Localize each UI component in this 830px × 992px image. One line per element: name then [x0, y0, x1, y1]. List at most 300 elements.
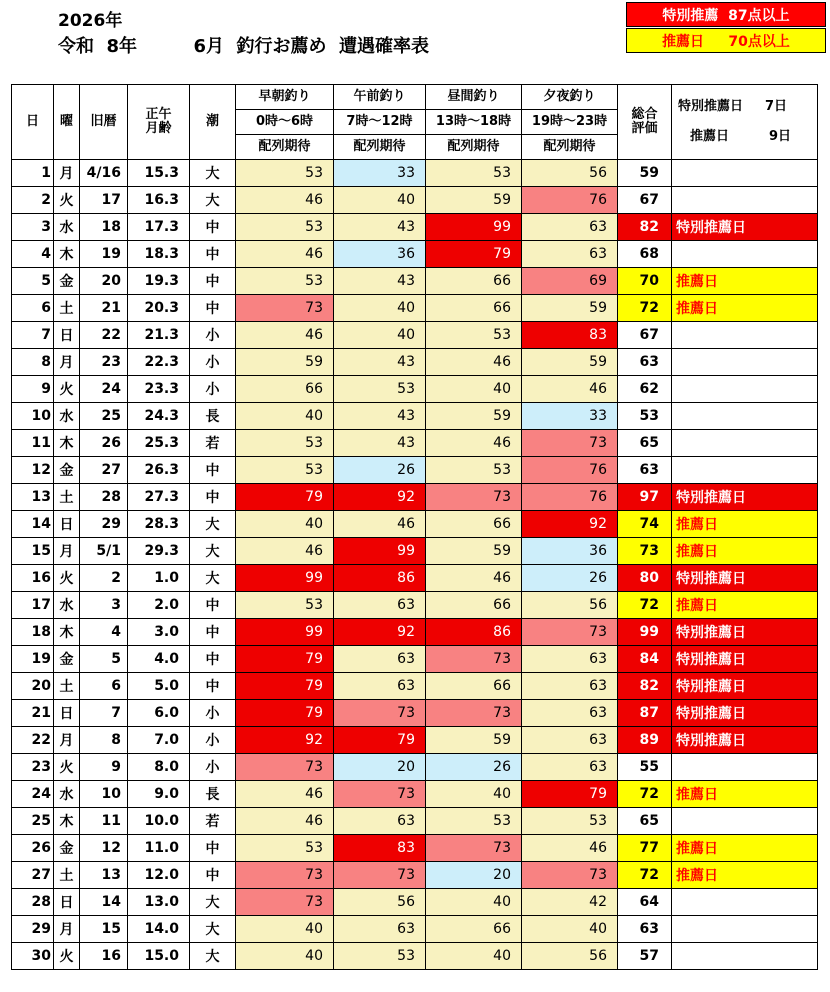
table-row [12, 160, 818, 187]
legend-special: 特別推薦 87点以上 [626, 2, 826, 27]
moon-age-cell: 6.0 [128, 700, 190, 727]
table-row [12, 322, 818, 349]
moon-age-cell: 28.3 [128, 511, 190, 538]
weekday-cell: 火 [54, 943, 80, 970]
period-3-value-cell: 73 [522, 430, 618, 457]
weekday-cell: 金 [54, 268, 80, 295]
probability-table [11, 84, 818, 970]
tide-cell: 中 [190, 241, 236, 268]
tide-cell: 中 [190, 214, 236, 241]
weekday-cell: 金 [54, 457, 80, 484]
period-2-value-cell: 66 [426, 268, 522, 295]
lunar-date-cell: 27 [80, 457, 128, 484]
weekday-cell: 土 [54, 673, 80, 700]
weekday-cell: 水 [54, 592, 80, 619]
period-2-value-cell: 86 [426, 619, 522, 646]
tide-cell: 小 [190, 349, 236, 376]
period-0-value-cell: 40 [236, 916, 334, 943]
period-3-value-cell: 76 [522, 484, 618, 511]
table-row [12, 349, 818, 376]
lunar-date-cell: 20 [80, 268, 128, 295]
total-score-cell: 65 [618, 808, 672, 835]
lunar-date-cell: 19 [80, 241, 128, 268]
table-row [12, 511, 818, 538]
period-2-value-cell: 53 [426, 160, 522, 187]
lunar-date-cell: 7 [80, 700, 128, 727]
lunar-date-cell: 17 [80, 187, 128, 214]
col-period-1: 午前釣り [334, 85, 426, 110]
day-cell: 11 [12, 430, 54, 457]
lunar-date-cell: 9 [80, 754, 128, 781]
period-2-value-cell: 73 [426, 484, 522, 511]
period-1-value-cell: 86 [334, 565, 426, 592]
period-3-value-cell: 26 [522, 565, 618, 592]
table-row [12, 862, 818, 889]
table-row [12, 430, 818, 457]
lunar-date-cell: 21 [80, 295, 128, 322]
summary-special-count: 7日 [765, 99, 788, 114]
day-cell: 4 [12, 241, 54, 268]
period-1-value-cell: 43 [334, 403, 426, 430]
weekday-cell: 月 [54, 160, 80, 187]
lunar-date-cell: 10 [80, 781, 128, 808]
period-3-value-cell: 76 [522, 187, 618, 214]
table-row [12, 619, 818, 646]
table-row [12, 565, 818, 592]
period-2-value-cell: 46 [426, 430, 522, 457]
weekday-cell: 金 [54, 835, 80, 862]
legend-recommended: 推薦日 70点以上 [626, 28, 826, 53]
total-score-cell: 63 [618, 457, 672, 484]
table-row [12, 241, 818, 268]
rank-cell [672, 430, 818, 457]
period-1-value-cell: 63 [334, 916, 426, 943]
day-cell: 14 [12, 511, 54, 538]
table-row [12, 403, 818, 430]
lunar-date-cell: 13 [80, 862, 128, 889]
moon-age-cell: 19.3 [128, 268, 190, 295]
period-0-value-cell: 53 [236, 592, 334, 619]
period-3-value-cell: 42 [522, 889, 618, 916]
period-2-value-cell: 66 [426, 295, 522, 322]
lunar-date-cell: 26 [80, 430, 128, 457]
period-0-value-cell: 46 [236, 187, 334, 214]
period-3-value-cell: 53 [522, 808, 618, 835]
period-2-value-cell: 46 [426, 565, 522, 592]
period-3-value-cell: 63 [522, 214, 618, 241]
table-row [12, 457, 818, 484]
period-0-value-cell: 73 [236, 295, 334, 322]
total-score-cell: 64 [618, 889, 672, 916]
tide-cell: 大 [190, 538, 236, 565]
period-3-value-cell: 63 [522, 673, 618, 700]
weekday-cell: 金 [54, 646, 80, 673]
moon-age-cell: 15.3 [128, 160, 190, 187]
moon-age-cell: 15.0 [128, 943, 190, 970]
period-0-value-cell: 79 [236, 700, 334, 727]
rank-cell: 特別推薦日 [672, 700, 818, 727]
lunar-date-cell: 2 [80, 565, 128, 592]
col-total: 総合 評価 [618, 85, 672, 160]
weekday-cell: 火 [54, 565, 80, 592]
tide-cell: 大 [190, 511, 236, 538]
period-2-value-cell: 40 [426, 376, 522, 403]
rank-cell: 推薦日 [672, 511, 818, 538]
period-1-value-cell: 63 [334, 592, 426, 619]
rank-cell: 推薦日 [672, 268, 818, 295]
weekday-cell: 水 [54, 214, 80, 241]
period-1-value-cell: 20 [334, 754, 426, 781]
total-score-cell: 72 [618, 295, 672, 322]
tide-cell: 中 [190, 457, 236, 484]
tide-cell: 中 [190, 646, 236, 673]
period-0-value-cell: 66 [236, 376, 334, 403]
period-2-value-cell: 66 [426, 673, 522, 700]
period-0-value-cell: 46 [236, 538, 334, 565]
period-0-value-cell: 79 [236, 673, 334, 700]
period-0-value-cell: 53 [236, 268, 334, 295]
day-cell: 29 [12, 916, 54, 943]
period-2-value-cell: 59 [426, 727, 522, 754]
period-3-value-cell: 63 [522, 241, 618, 268]
weekday-cell: 木 [54, 808, 80, 835]
period-1-value-cell: 36 [334, 241, 426, 268]
period-2-value-cell: 53 [426, 322, 522, 349]
rank-cell: 特別推薦日 [672, 619, 818, 646]
period-0-value-cell: 40 [236, 511, 334, 538]
tide-cell: 長 [190, 781, 236, 808]
lunar-date-cell: 6 [80, 673, 128, 700]
table-row [12, 484, 818, 511]
period-2-value-cell: 40 [426, 889, 522, 916]
day-cell: 5 [12, 268, 54, 295]
weekday-cell: 木 [54, 619, 80, 646]
period-0-value-cell: 99 [236, 619, 334, 646]
period-0-value-cell: 40 [236, 943, 334, 970]
period-2-value-cell: 53 [426, 808, 522, 835]
moon-age-cell: 24.3 [128, 403, 190, 430]
period-1-value-cell: 43 [334, 268, 426, 295]
day-cell: 21 [12, 700, 54, 727]
total-score-cell: 72 [618, 781, 672, 808]
weekday-cell: 土 [54, 295, 80, 322]
rank-cell [672, 808, 818, 835]
period-1-value-cell: 53 [334, 943, 426, 970]
total-score-cell: 80 [618, 565, 672, 592]
day-cell: 20 [12, 673, 54, 700]
period-3-value-cell: 63 [522, 700, 618, 727]
moon-age-cell: 16.3 [128, 187, 190, 214]
rank-cell [672, 187, 818, 214]
day-cell: 19 [12, 646, 54, 673]
col-period-1-sub: 配列期待 [334, 135, 426, 160]
total-score-cell: 72 [618, 862, 672, 889]
tide-cell: 大 [190, 943, 236, 970]
period-2-value-cell: 66 [426, 916, 522, 943]
rank-cell: 推薦日 [672, 862, 818, 889]
period-3-value-cell: 40 [522, 916, 618, 943]
period-3-value-cell: 76 [522, 457, 618, 484]
lunar-date-cell: 29 [80, 511, 128, 538]
period-1-value-cell: 92 [334, 484, 426, 511]
period-0-value-cell: 46 [236, 322, 334, 349]
period-1-value-cell: 43 [334, 214, 426, 241]
table-row [12, 673, 818, 700]
total-score-cell: 67 [618, 187, 672, 214]
col-period-0: 早朝釣り [236, 85, 334, 110]
period-3-value-cell: 79 [522, 781, 618, 808]
moon-age-cell: 25.3 [128, 430, 190, 457]
col-period-1-time: 7時～12時 [334, 110, 426, 135]
tide-cell: 中 [190, 619, 236, 646]
moon-age-cell: 20.3 [128, 295, 190, 322]
tide-cell: 小 [190, 376, 236, 403]
period-0-value-cell: 46 [236, 241, 334, 268]
col-day: 日 [12, 85, 54, 160]
moon-age-cell: 1.0 [128, 565, 190, 592]
table-row [12, 943, 818, 970]
col-weekday: 曜 [54, 85, 80, 160]
rank-cell [672, 349, 818, 376]
period-1-value-cell: 63 [334, 808, 426, 835]
weekday-cell: 月 [54, 727, 80, 754]
day-cell: 28 [12, 889, 54, 916]
day-cell: 10 [12, 403, 54, 430]
period-3-value-cell: 63 [522, 727, 618, 754]
total-score-cell: 63 [618, 349, 672, 376]
period-1-value-cell: 43 [334, 349, 426, 376]
period-3-value-cell: 83 [522, 322, 618, 349]
rank-cell: 推薦日 [672, 835, 818, 862]
table-row [12, 376, 818, 403]
period-0-value-cell: 53 [236, 835, 334, 862]
day-cell: 7 [12, 322, 54, 349]
tide-cell: 長 [190, 403, 236, 430]
total-score-cell: 89 [618, 727, 672, 754]
moon-age-cell: 27.3 [128, 484, 190, 511]
rank-cell [672, 322, 818, 349]
tide-cell: 中 [190, 673, 236, 700]
period-0-value-cell: 79 [236, 646, 334, 673]
lunar-date-cell: 18 [80, 214, 128, 241]
table-row [12, 835, 818, 862]
day-cell: 8 [12, 349, 54, 376]
table-row [12, 214, 818, 241]
weekday-cell: 火 [54, 754, 80, 781]
total-score-cell: 63 [618, 916, 672, 943]
table-row [12, 916, 818, 943]
table-row [12, 268, 818, 295]
moon-age-cell: 23.3 [128, 376, 190, 403]
rank-cell [672, 943, 818, 970]
moon-age-cell: 10.0 [128, 808, 190, 835]
total-score-cell: 99 [618, 619, 672, 646]
table-row [12, 538, 818, 565]
period-3-value-cell: 73 [522, 619, 618, 646]
day-cell: 27 [12, 862, 54, 889]
rank-cell: 特別推薦日 [672, 646, 818, 673]
period-2-value-cell: 59 [426, 538, 522, 565]
day-cell: 6 [12, 295, 54, 322]
period-0-value-cell: 46 [236, 781, 334, 808]
table-row [12, 727, 818, 754]
period-2-value-cell: 20 [426, 862, 522, 889]
page-title: 令和 8年 6月 釣行お薦め 遭遇確率表 [58, 36, 430, 57]
period-1-value-cell: 83 [334, 835, 426, 862]
total-score-cell: 55 [618, 754, 672, 781]
rank-cell [672, 241, 818, 268]
tide-cell: 大 [190, 916, 236, 943]
table-row [12, 700, 818, 727]
period-1-value-cell: 79 [334, 727, 426, 754]
period-3-value-cell: 56 [522, 943, 618, 970]
period-2-value-cell: 73 [426, 835, 522, 862]
total-score-cell: 84 [618, 646, 672, 673]
weekday-cell: 木 [54, 241, 80, 268]
moon-age-cell: 7.0 [128, 727, 190, 754]
moon-age-cell: 5.0 [128, 673, 190, 700]
period-2-value-cell: 79 [426, 241, 522, 268]
col-period-3-sub: 配列期待 [522, 135, 618, 160]
table-row [12, 187, 818, 214]
lunar-date-cell: 15 [80, 916, 128, 943]
total-score-cell: 87 [618, 700, 672, 727]
lunar-date-cell: 24 [80, 376, 128, 403]
weekday-cell: 水 [54, 781, 80, 808]
rank-cell: 特別推薦日 [672, 214, 818, 241]
day-cell: 9 [12, 376, 54, 403]
tide-cell: 若 [190, 430, 236, 457]
period-1-value-cell: 40 [334, 295, 426, 322]
period-0-value-cell: 40 [236, 403, 334, 430]
col-tide: 潮 [190, 85, 236, 160]
period-1-value-cell: 73 [334, 781, 426, 808]
moon-age-cell: 13.0 [128, 889, 190, 916]
period-1-value-cell: 73 [334, 862, 426, 889]
table-body [12, 160, 818, 970]
tide-cell: 中 [190, 592, 236, 619]
day-cell: 30 [12, 943, 54, 970]
period-3-value-cell: 69 [522, 268, 618, 295]
weekday-cell: 日 [54, 889, 80, 916]
lunar-date-cell: 28 [80, 484, 128, 511]
moon-age-cell: 26.3 [128, 457, 190, 484]
total-score-cell: 82 [618, 673, 672, 700]
table-row [12, 592, 818, 619]
weekday-cell: 火 [54, 376, 80, 403]
period-1-value-cell: 40 [334, 322, 426, 349]
lunar-date-cell: 4 [80, 619, 128, 646]
period-3-value-cell: 92 [522, 511, 618, 538]
rank-cell: 特別推薦日 [672, 565, 818, 592]
rank-cell: 特別推薦日 [672, 673, 818, 700]
moon-age-cell: 2.0 [128, 592, 190, 619]
col-period-2: 昼間釣り [426, 85, 522, 110]
summary-special-label: 特別推薦日 [678, 99, 744, 114]
total-score-cell: 73 [618, 538, 672, 565]
period-2-value-cell: 40 [426, 781, 522, 808]
tide-cell: 小 [190, 322, 236, 349]
moon-age-cell: 11.0 [128, 835, 190, 862]
period-2-value-cell: 66 [426, 592, 522, 619]
moon-age-cell: 12.0 [128, 862, 190, 889]
period-3-value-cell: 73 [522, 862, 618, 889]
tide-cell: 大 [190, 187, 236, 214]
period-1-value-cell: 63 [334, 673, 426, 700]
weekday-cell: 月 [54, 349, 80, 376]
rank-cell [672, 754, 818, 781]
weekday-cell: 火 [54, 187, 80, 214]
period-1-value-cell: 99 [334, 538, 426, 565]
tide-cell: 大 [190, 160, 236, 187]
lunar-date-cell: 12 [80, 835, 128, 862]
rank-cell [672, 160, 818, 187]
col-period-2-sub: 配列期待 [426, 135, 522, 160]
col-period-0-sub: 配列期待 [236, 135, 334, 160]
moon-age-cell: 4.0 [128, 646, 190, 673]
period-2-value-cell: 59 [426, 403, 522, 430]
rank-cell: 推薦日 [672, 592, 818, 619]
period-0-value-cell: 73 [236, 889, 334, 916]
period-3-value-cell: 59 [522, 295, 618, 322]
year-title: 2026年 [58, 11, 123, 31]
total-score-cell: 97 [618, 484, 672, 511]
period-0-value-cell: 73 [236, 754, 334, 781]
period-3-value-cell: 46 [522, 835, 618, 862]
moon-age-cell: 29.3 [128, 538, 190, 565]
tide-cell: 中 [190, 268, 236, 295]
day-cell: 25 [12, 808, 54, 835]
tide-cell: 大 [190, 565, 236, 592]
total-score-cell: 72 [618, 592, 672, 619]
moon-age-cell: 3.0 [128, 619, 190, 646]
period-0-value-cell: 99 [236, 565, 334, 592]
weekday-cell: 水 [54, 403, 80, 430]
weekday-cell: 日 [54, 511, 80, 538]
rank-cell [672, 376, 818, 403]
col-period-2-time: 13時～18時 [426, 110, 522, 135]
period-3-value-cell: 56 [522, 160, 618, 187]
total-score-cell: 57 [618, 943, 672, 970]
lunar-date-cell: 4/16 [80, 160, 128, 187]
period-2-value-cell: 66 [426, 511, 522, 538]
summary-cell [672, 85, 818, 160]
period-1-value-cell: 26 [334, 457, 426, 484]
day-cell: 2 [12, 187, 54, 214]
day-cell: 18 [12, 619, 54, 646]
period-2-value-cell: 73 [426, 700, 522, 727]
period-0-value-cell: 79 [236, 484, 334, 511]
period-3-value-cell: 36 [522, 538, 618, 565]
period-3-value-cell: 56 [522, 592, 618, 619]
tide-cell: 中 [190, 484, 236, 511]
period-1-value-cell: 63 [334, 646, 426, 673]
period-2-value-cell: 40 [426, 943, 522, 970]
period-1-value-cell: 33 [334, 160, 426, 187]
moon-age-cell: 14.0 [128, 916, 190, 943]
period-1-value-cell: 92 [334, 619, 426, 646]
weekday-cell: 土 [54, 484, 80, 511]
lunar-date-cell: 25 [80, 403, 128, 430]
rank-cell [672, 889, 818, 916]
total-score-cell: 70 [618, 268, 672, 295]
weekday-cell: 木 [54, 430, 80, 457]
day-cell: 16 [12, 565, 54, 592]
rank-cell: 推薦日 [672, 538, 818, 565]
weekday-cell: 日 [54, 322, 80, 349]
tide-cell: 中 [190, 295, 236, 322]
period-3-value-cell: 33 [522, 403, 618, 430]
